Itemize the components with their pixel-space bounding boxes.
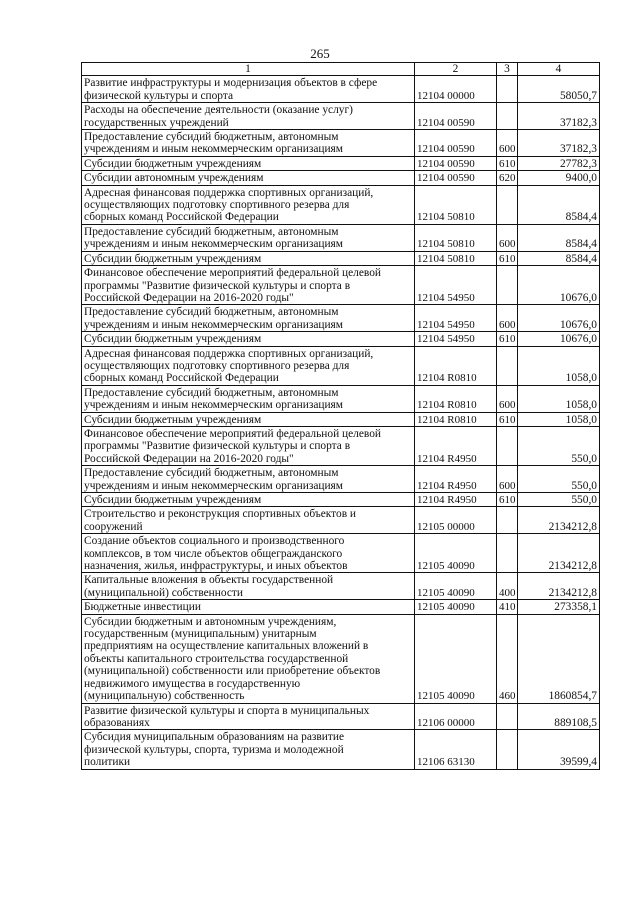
header-col-3: 3 [497, 63, 518, 76]
row-type-cell [497, 730, 518, 769]
row-code-cell: 12106 00000 [415, 703, 497, 730]
row-type-cell: 600 [497, 305, 518, 332]
table-row [82, 493, 600, 507]
table-row [82, 224, 600, 251]
table-row [82, 156, 600, 170]
row-name-cell: Предоставление субсидий бюджетным, автономным учреждениям и иным некоммерческим организациям [82, 466, 415, 493]
row-type-cell: 460 [497, 614, 518, 703]
row-name-cell: Предоставление субсидий бюджетным, автономным учреждениям и иным некоммерческим организациям [82, 385, 415, 412]
row-amount-cell: 9400,0 [518, 171, 600, 185]
row-amount-cell: 1860854,7 [518, 614, 600, 703]
row-amount-cell: 8584,4 [518, 185, 600, 224]
row-amount-cell: 10676,0 [518, 266, 600, 305]
row-code-cell: 12106 63130 [415, 730, 497, 769]
table-row [82, 76, 600, 103]
table-row [82, 305, 600, 332]
row-type-cell: 400 [497, 573, 518, 600]
row-type-cell [497, 76, 518, 103]
table-row [82, 412, 600, 426]
row-type-cell: 610 [497, 251, 518, 265]
header-col-4: 4 [518, 63, 600, 76]
row-amount-cell: 10676,0 [518, 332, 600, 346]
row-type-cell [497, 103, 518, 130]
table-row [82, 507, 600, 534]
row-type-cell: 600 [497, 385, 518, 412]
row-amount-cell: 2134212,8 [518, 507, 600, 534]
row-name-cell: Предоставление субсидий бюджетным, автономным учреждениям и иным некоммерческим организациям [82, 224, 415, 251]
row-name-cell: Субсидии бюджетным учреждениям [82, 251, 415, 265]
row-amount-cell: 550,0 [518, 466, 600, 493]
table-row [82, 332, 600, 346]
row-amount-cell: 27782,3 [518, 156, 600, 170]
table-row [82, 171, 600, 185]
row-code-cell: 12105 00000 [415, 507, 497, 534]
row-name-cell: Субсидия муниципальным образованиям на развитие физической культуры, спорта, туризма и молодежной политики [82, 730, 415, 769]
row-name-cell: Капитальные вложения в объекты государственной (муниципальной) собственности [82, 573, 415, 600]
row-amount-cell: 8584,4 [518, 251, 600, 265]
row-code-cell: 12104 54950 [415, 305, 497, 332]
table-row [82, 600, 600, 614]
row-amount-cell: 2134212,8 [518, 573, 600, 600]
row-code-cell: 12104 00590 [415, 130, 497, 157]
row-amount-cell: 10676,0 [518, 305, 600, 332]
row-type-cell: 600 [497, 466, 518, 493]
row-name-cell: Предоставление субсидий бюджетным, автономным учреждениям и иным некоммерческим организациям [82, 305, 415, 332]
row-amount-cell: 37182,3 [518, 130, 600, 157]
row-name-cell: Развитие инфраструктуры и модернизация объектов в сфере физической культуры и спорта [82, 76, 415, 103]
row-type-cell: 600 [497, 224, 518, 251]
row-name-cell: Расходы на обеспечение деятельности (оказание услуг) государственных учреждений [82, 103, 415, 130]
row-name-cell: Финансовое обеспечение мероприятий федеральной целевой программы "Развитие физической культуры и спорта в Российской Федерации на 2016-2020 годы" [82, 426, 415, 465]
row-name-cell: Предоставление субсидий бюджетным, автономным учреждениям и иным некоммерческим организациям [82, 130, 415, 157]
row-code-cell: 12104 54950 [415, 332, 497, 346]
table-row [82, 573, 600, 600]
row-name-cell: Бюджетные инвестиции [82, 600, 415, 614]
row-code-cell: 12104 50810 [415, 224, 497, 251]
row-amount-cell: 8584,4 [518, 224, 600, 251]
table-row [82, 426, 600, 465]
row-code-cell: 12105 40090 [415, 534, 497, 573]
row-type-cell: 610 [497, 412, 518, 426]
table-row [82, 534, 600, 573]
row-type-cell: 610 [497, 332, 518, 346]
page-number: 265 [310, 46, 330, 61]
row-type-cell: 610 [497, 493, 518, 507]
row-type-cell [497, 185, 518, 224]
row-amount-cell: 1058,0 [518, 412, 600, 426]
table-body [82, 76, 600, 769]
row-amount-cell: 550,0 [518, 426, 600, 465]
row-type-cell [497, 534, 518, 573]
row-type-cell: 620 [497, 171, 518, 185]
table-row [82, 266, 600, 305]
row-type-cell [497, 426, 518, 465]
row-name-cell: Субсидии автономным учреждениям [82, 171, 415, 185]
row-code-cell: 12105 40090 [415, 600, 497, 614]
row-code-cell: 12104 R0810 [415, 346, 497, 385]
table-row [82, 130, 600, 157]
table-row [82, 346, 600, 385]
row-code-cell: 12104 00000 [415, 76, 497, 103]
row-code-cell: 12104 50810 [415, 185, 497, 224]
row-code-cell: 12105 40090 [415, 573, 497, 600]
row-type-cell [497, 507, 518, 534]
row-name-cell: Развитие физической культуры и спорта в муниципальных образованиях [82, 703, 415, 730]
row-code-cell: 12104 54950 [415, 266, 497, 305]
row-name-cell: Субсидии бюджетным учреждениям [82, 332, 415, 346]
row-amount-cell: 37182,3 [518, 103, 600, 130]
table-row [82, 614, 600, 703]
row-type-cell: 610 [497, 156, 518, 170]
row-name-cell: Субсидии бюджетным учреждениям [82, 493, 415, 507]
row-type-cell [497, 703, 518, 730]
header-col-2: 2 [415, 63, 497, 76]
table-row [82, 185, 600, 224]
row-code-cell: 12104 R4950 [415, 426, 497, 465]
row-type-cell [497, 346, 518, 385]
row-amount-cell: 889108,5 [518, 703, 600, 730]
row-type-cell: 600 [497, 130, 518, 157]
row-name-cell: Финансовое обеспечение мероприятий федеральной целевой программы "Развитие физической культуры и спорта в Российской Федерации на 2016-2020 годы" [82, 266, 415, 305]
row-code-cell: 12105 40090 [415, 614, 497, 703]
row-name-cell: Субсидии бюджетным учреждениям [82, 156, 415, 170]
table-row [82, 385, 600, 412]
row-amount-cell: 39599,4 [518, 730, 600, 769]
row-code-cell: 12104 R0810 [415, 385, 497, 412]
row-code-cell: 12104 00590 [415, 103, 497, 130]
row-code-cell: 12104 R0810 [415, 412, 497, 426]
row-type-cell: 410 [497, 600, 518, 614]
row-code-cell: 12104 R4950 [415, 466, 497, 493]
row-code-cell: 12104 R4950 [415, 493, 497, 507]
row-code-cell: 12104 00590 [415, 171, 497, 185]
row-name-cell: Субсидии бюджетным и автономным учреждениям, государственным (муниципальным) унитарным предприятиям на осуществление капитальных вложений в объекты капитального строительства государственной (муниципальной) собственности или приобретение объектов недвижимого имущества в государственную (муниципальную) собственность [82, 614, 415, 703]
row-name-cell: Создание объектов социального и производственного комплексов, в том числе объектов общегражданского назначения, жилья, инфраструктуры, и иных объектов [82, 534, 415, 573]
table-row [82, 103, 600, 130]
header-row [82, 63, 600, 76]
row-amount-cell: 1058,0 [518, 385, 600, 412]
row-amount-cell: 58050,7 [518, 76, 600, 103]
row-code-cell: 12104 00590 [415, 156, 497, 170]
header-col-1: 1 [82, 63, 415, 76]
row-name-cell: Адресная финансовая поддержка спортивных организаций, осуществляющих подготовку спортивного резерва для сборных команд Российской Федерации [82, 185, 415, 224]
table-row [82, 730, 600, 769]
table-row [82, 251, 600, 265]
row-type-cell [497, 266, 518, 305]
row-amount-cell: 550,0 [518, 493, 600, 507]
row-name-cell: Субсидии бюджетным учреждениям [82, 412, 415, 426]
row-amount-cell: 273358,1 [518, 600, 600, 614]
budget-table [81, 62, 600, 770]
row-amount-cell: 1058,0 [518, 346, 600, 385]
row-name-cell: Строительство и реконструкция спортивных объектов и сооружений [82, 507, 415, 534]
row-code-cell: 12104 50810 [415, 251, 497, 265]
table-row [82, 466, 600, 493]
table-row [82, 703, 600, 730]
row-amount-cell: 2134212,8 [518, 534, 600, 573]
row-name-cell: Адресная финансовая поддержка спортивных организаций, осуществляющих подготовку спортивного резерва для сборных команд Российской Федерации [82, 346, 415, 385]
